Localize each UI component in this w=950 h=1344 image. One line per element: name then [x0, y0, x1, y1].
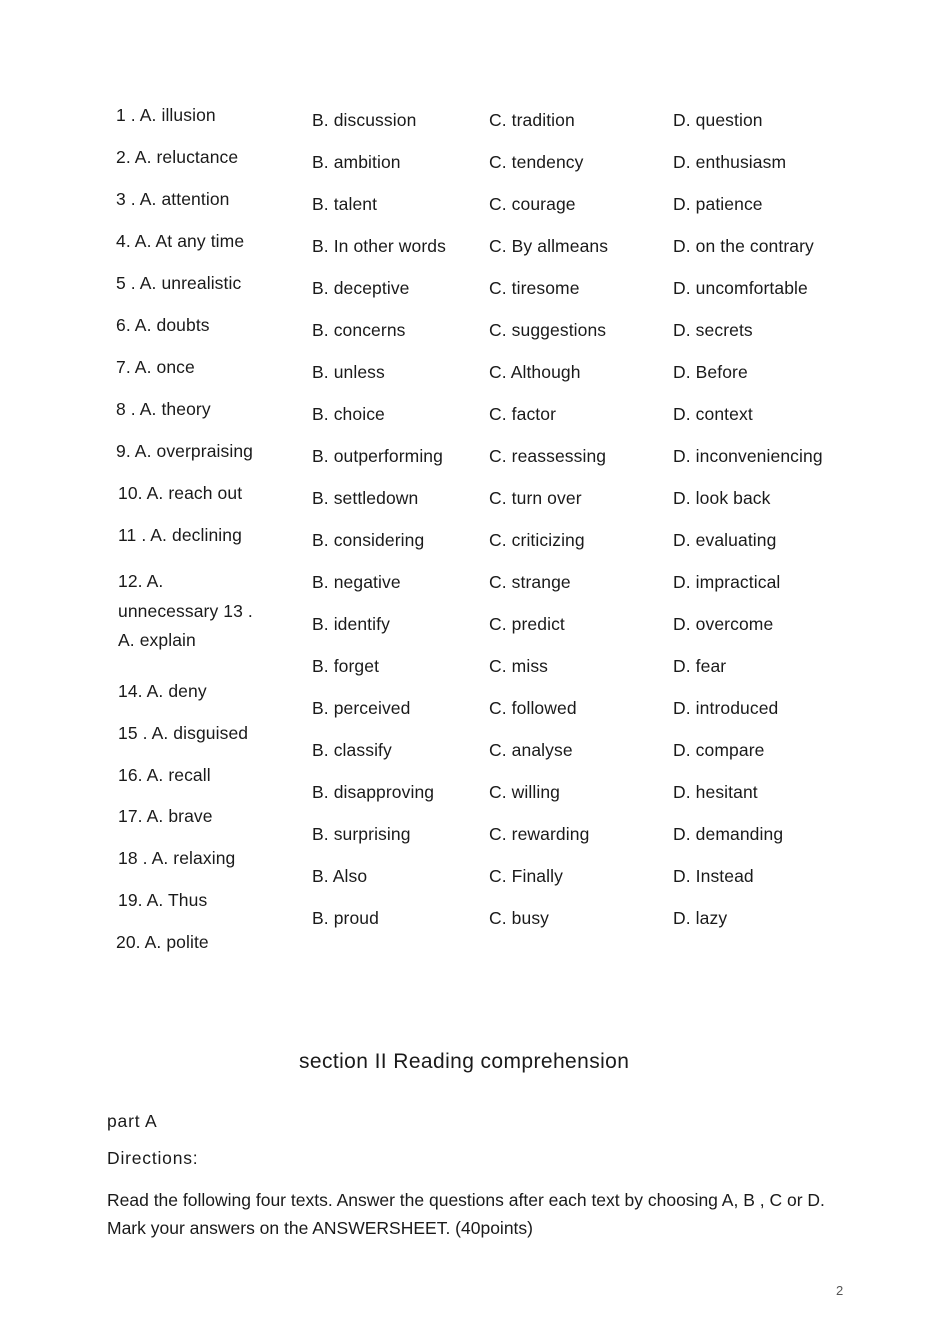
option-d-17: D. hesitant: [673, 782, 758, 802]
option-b-19: B. Also: [312, 866, 368, 886]
option-d-1: D. question: [673, 110, 763, 130]
option-a-14: 14. A. deny: [118, 681, 207, 701]
option-a-5: 5 . A. unrealistic: [116, 273, 242, 293]
option-d-11: D. evaluating: [673, 530, 777, 550]
option-b-2: B. ambition: [312, 152, 401, 172]
option-a-2: 2. A. reluctance: [116, 147, 239, 167]
option-c-16: C. analyse: [489, 740, 573, 760]
option-a-17: 17. A. brave: [118, 806, 213, 826]
option-d-6: D. secrets: [673, 320, 753, 340]
option-a-12-word: unnecessary 13 .: [118, 601, 253, 621]
option-c-9: C. reassessing: [489, 446, 607, 466]
option-a-10: 10. A. reach out: [118, 483, 243, 503]
option-c-12: C. strange: [489, 572, 571, 592]
option-c-19: C. Finally: [489, 866, 563, 886]
option-b-1: B. discussion: [312, 110, 417, 130]
part-label: part A: [107, 1111, 158, 1131]
directions-text: Read the following four texts. Answer the questions after each text by choosing A, B , C or D. Mark your answers on the ANSWERSHEET. (40points): [107, 1190, 825, 1238]
directions-label: Directions:: [107, 1148, 199, 1168]
option-a-18: 18 . A. relaxing: [118, 848, 236, 868]
option-a-13: A. explain: [118, 630, 196, 650]
option-d-2: D. enthusiasm: [673, 152, 787, 172]
option-d-12: D. impractical: [673, 572, 781, 592]
option-c-1: C. tradition: [489, 110, 575, 130]
option-c-8: C. factor: [489, 404, 557, 424]
option-d-20: D. lazy: [673, 908, 728, 928]
option-a-11: 11 . A. declining: [118, 525, 242, 545]
section-title: section II Reading comprehension: [299, 1050, 630, 1073]
option-d-13: D. overcome: [673, 614, 774, 634]
option-d-4: D. on the contrary: [673, 236, 814, 256]
option-a-16: 16. A. recall: [118, 765, 211, 785]
option-b-10: B. settledown: [312, 488, 419, 508]
option-d-9: D. inconveniencing: [673, 446, 823, 466]
option-b-6: B. concerns: [312, 320, 406, 340]
option-a-20: 20. A. polite: [116, 932, 209, 952]
option-b-9: B. outperforming: [312, 446, 443, 466]
option-d-14: D. fear: [673, 656, 727, 676]
option-a-3: 3 . A. attention: [116, 189, 230, 209]
option-d-10: D. look back: [673, 488, 771, 508]
option-b-7: B. unless: [312, 362, 385, 382]
option-c-2: C. tendency: [489, 152, 584, 172]
page-number: 2: [836, 1283, 844, 1298]
option-b-12: B. negative: [312, 572, 401, 592]
option-a-6: 6. A. doubts: [116, 315, 210, 335]
option-a-19: 19. A. Thus: [118, 890, 208, 910]
option-a-9: 9. A. overpraising: [116, 441, 254, 461]
option-c-15: C. followed: [489, 698, 577, 718]
option-c-7: C. Although: [489, 362, 581, 382]
option-c-5: C. tiresome: [489, 278, 580, 298]
option-b-18: B. surprising: [312, 824, 411, 844]
option-c-17: C. willing: [489, 782, 561, 802]
option-b-15: B. perceived: [312, 698, 411, 718]
option-c-6: C. suggestions: [489, 320, 607, 340]
option-b-17: B. disapproving: [312, 782, 435, 802]
option-b-3: B. talent: [312, 194, 378, 214]
option-c-4: C. By allmeans: [489, 236, 609, 256]
option-d-8: D. context: [673, 404, 753, 424]
option-c-3: C. courage: [489, 194, 576, 214]
option-d-16: D. compare: [673, 740, 765, 760]
option-d-7: D. Before: [673, 362, 748, 382]
option-c-18: C. rewarding: [489, 824, 590, 844]
option-b-8: B. choice: [312, 404, 385, 424]
option-b-20: B. proud: [312, 908, 379, 928]
option-c-14: C. miss: [489, 656, 549, 676]
option-b-11: B. considering: [312, 530, 425, 550]
option-a-15: 15 . A. disguised: [118, 723, 249, 743]
option-b-5: B. deceptive: [312, 278, 410, 298]
option-b-16: B. classify: [312, 740, 392, 760]
option-b-4: B. In other words: [312, 236, 446, 256]
option-a-12-number: 12. A.: [118, 571, 164, 591]
option-a-8: 8 . A. theory: [116, 399, 211, 419]
option-a-4: 4. A. At any time: [116, 231, 245, 251]
option-c-13: C. predict: [489, 614, 565, 634]
option-c-10: C. turn over: [489, 488, 582, 508]
option-b-13: B. identify: [312, 614, 390, 634]
option-b-14: B. forget: [312, 656, 380, 676]
option-a-7: 7. A. once: [116, 357, 195, 377]
option-d-18: D. demanding: [673, 824, 784, 844]
option-c-11: C. criticizing: [489, 530, 585, 550]
option-d-15: D. introduced: [673, 698, 779, 718]
option-c-20: C. busy: [489, 908, 550, 928]
option-d-3: D. patience: [673, 194, 763, 214]
option-a-1: 1 . A. illusion: [116, 105, 216, 125]
option-d-19: D. Instead: [673, 866, 754, 886]
option-d-5: D. uncomfortable: [673, 278, 808, 298]
